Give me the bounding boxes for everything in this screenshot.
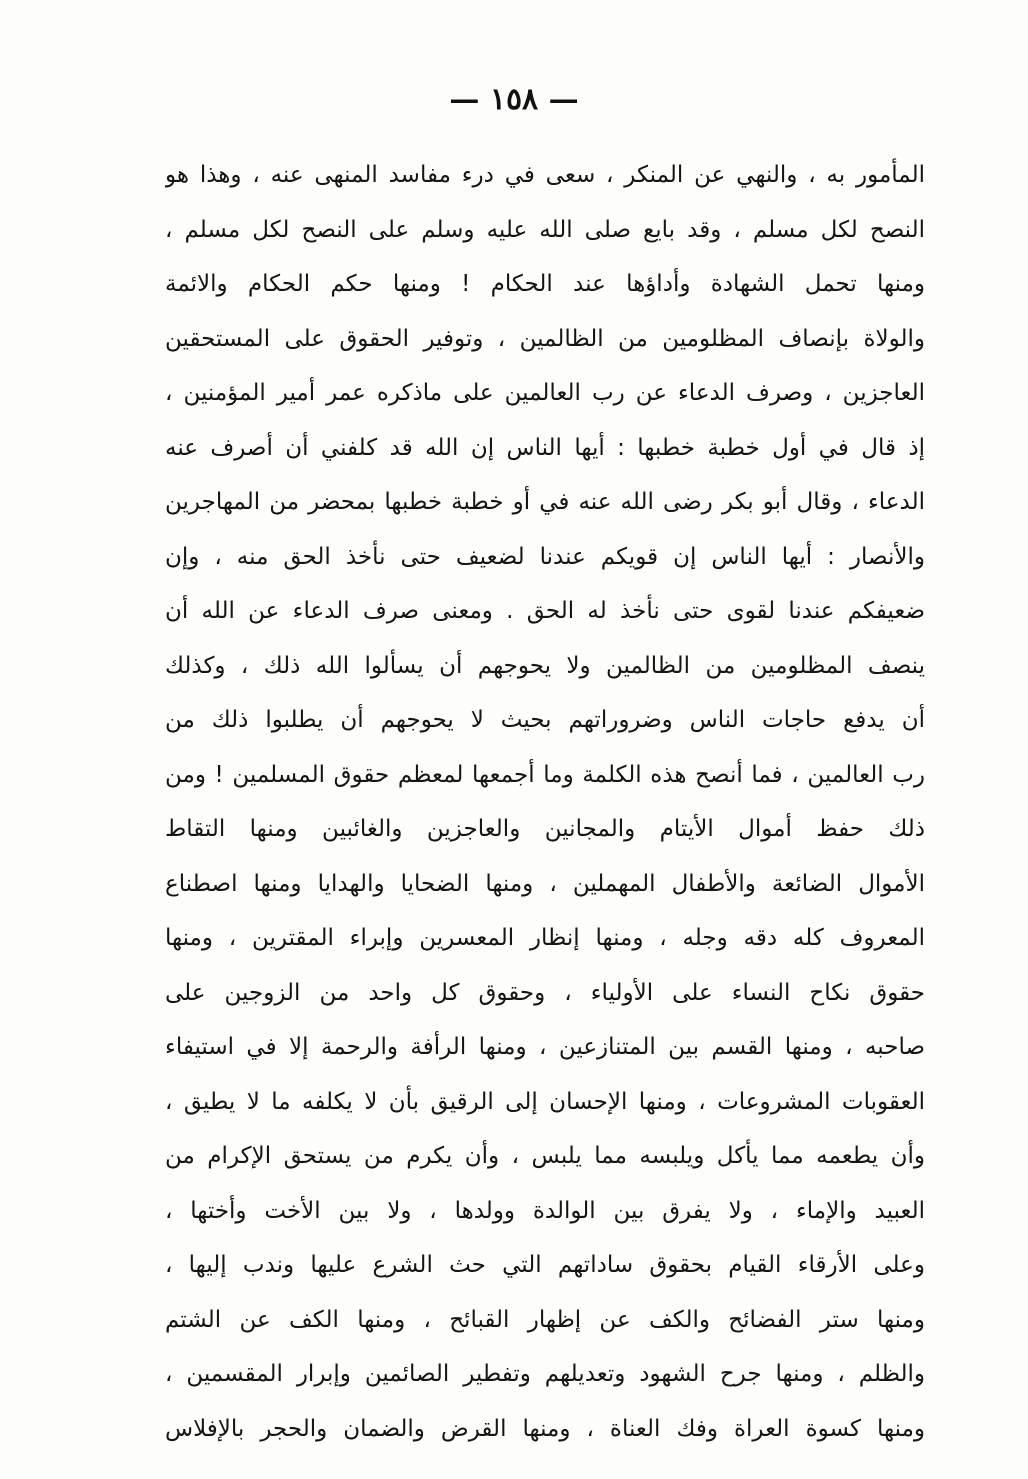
text-line: وأن يطعمه مما يأكل ويلبسه مما يلبس ، وأن يكرم من يستحق الإكرام من <box>165 1143 925 1169</box>
text-line: ضعيفكم عندنا لقوى حتى نأخذ له الحق . ومعنى صرف الدعاء عن الله أن <box>165 598 925 624</box>
text-line: ومنها ستر الفضائح والكف عن إظهار القبائح ، ومنها الكف عن الشتم <box>165 1306 925 1333</box>
text-line: ومنها كسوة العراة وفك العناة ، ومنها القرض والضمان والحجر بالإفلاس <box>165 1415 925 1442</box>
text-line: والولاة بإنصاف المظلومين من الظالمين ، وتوفير الحقوق على المستحقين <box>165 325 925 352</box>
text-line: والظلم ، ومنها جرح الشهود وتعديلهم وتفطير الصائمين وإبرار المقسمين ، <box>165 1361 925 1387</box>
text-line: أن يدفع حاجات الناس وضروراتهم بحيث لا يحوجهم أن يطلبوا ذلك من <box>165 707 925 733</box>
text-line: صاحبه ، ومنها القسم بين المتنازعين ، ومنها الرأفة والرحمة إلا في استيفاء <box>165 1034 925 1060</box>
text-line: والأنصار : أيها الناس إن قويكم عندنا لضعيف حتى نأخذ الحق منه ، وإن <box>165 543 925 570</box>
page-body-text <box>165 148 925 1456</box>
text-line: إذ قال في أول خطبة خطبها : أيها الناس إن الله قد كلفني أن أصرف عنه <box>165 434 925 461</box>
text-line: حقوق نكاح النساء على الأولياء ، وحقوق كل واحد من الزوجين على <box>165 979 925 1006</box>
text-line: العبيد والإماء ، ولا يفرق بين الوالدة وولدها ، ولا بين الأخت وأختها ، <box>165 1197 925 1224</box>
text-line: ذلك حفظ أموال الأيتام والمجانين والعاجزين والغائبين ومنها التقاط <box>165 816 925 842</box>
text-line: النصح لكل مسلم ، وقد بايع صلى الله عليه وسلم على النصح لكل مسلم ، <box>165 216 925 243</box>
text-line: العاجزين ، وصرف الدعاء عن رب العالمين على ماذكره عمر أمير المؤمنين ، <box>165 380 925 406</box>
text-line: وعلى الأرقاء القيام بحقوق ساداتهم التي حث الشرع عليها وندب إليها ، <box>165 1252 925 1278</box>
text-line: المأمور به ، والنهي عن المنكر ، سعى في درء مفاسد المنهى عنه ، وهذا هو <box>165 162 925 188</box>
text-line: المعروف كله دقه وجله ، ومنها إنظار المعسرين وإبراء المقترين ، ومنها <box>165 925 925 951</box>
text-line: ينصف المظلومين من الظالمين ولا يحوجهم أن يسألوا الله ذلك ، وكذلك <box>165 652 925 679</box>
text-line: الدعاء ، وقال أبو بكر رضى الله عنه في أو خطبة خطبها بمحضر من المهاجرين <box>165 489 925 515</box>
text-line: الأموال الضائعة والأطفال المهملين ، ومنها الضحايا والهدايا ومنها اصطناع <box>165 870 925 897</box>
text-line: ومنها تحمل الشهادة وأداؤها عند الحكام ! ومنها حكم الحكام والائمة <box>165 271 925 297</box>
text-line: العقوبات المشروعات ، ومنها الإحسان إلى الرقيق بأن لا يكلفه ما لا يطيق ، <box>165 1088 925 1115</box>
text-line: رب العالمين ، فما أنصح هذه الكلمة وما أجمعها لمعظم حقوق المسلمين ! ومن <box>165 761 925 788</box>
page-number: — ١٥٨ — <box>449 82 579 117</box>
